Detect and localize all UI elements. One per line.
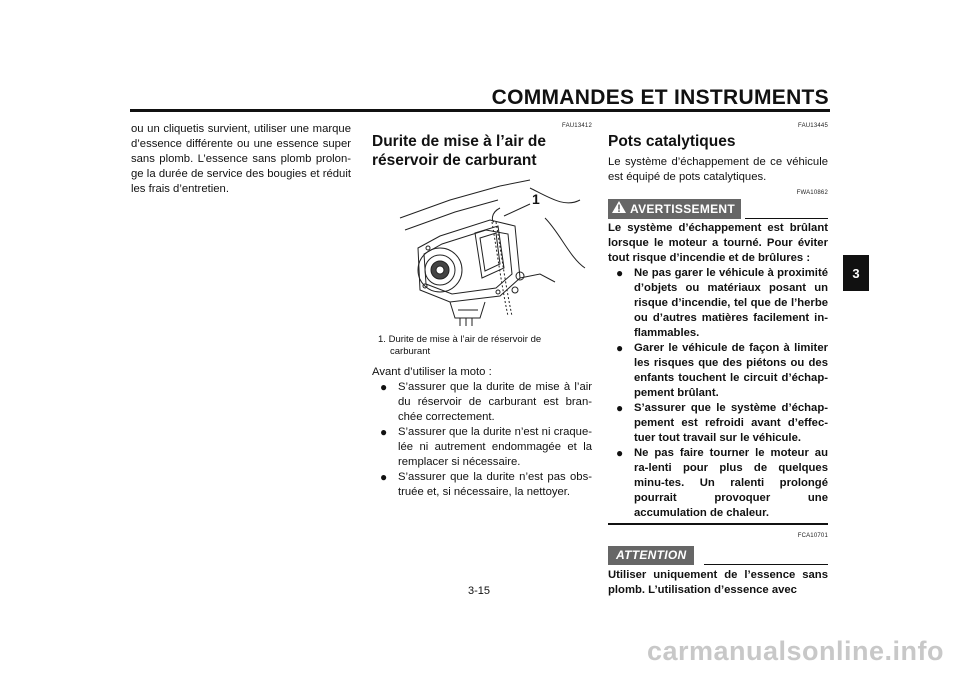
warning-rule [745,218,828,219]
warning-label: AVERTISSEMENT [630,201,736,216]
bullet-icon: ● [616,401,624,415]
warning-box [608,221,828,525]
engine-figure [380,178,590,328]
caution-rule [704,564,828,565]
list-item: ● S’assurer que la durite n’est ni craque-lée ni autrement endommagée et la remplacer si nécessaire. [380,425,592,468]
caution-code: FCA10701 [797,533,828,539]
section-heading: Pots catalytiques [608,133,736,150]
list-item: ● S’assurer que la durite de mise à l’air du réservoir de carburant est bran-chée correctement. [380,380,592,423]
page-header-title: COMMANDES ET INSTRUMENTS [491,86,829,109]
warning-badge [608,199,741,219]
bullet-icon: ● [380,380,388,394]
figure-callout-label: 1 [532,191,540,207]
caption-number: 1. [378,334,386,345]
bullet-icon: ● [616,446,624,460]
warning-triangle-icon [612,201,626,217]
column-3 [608,122,828,598]
section-code: FAU13445 [798,123,828,129]
bullet-list [372,380,592,500]
list-item: ● S’assurer que le système d’échap-pement est refroidi avant d’effec-tuer tout travail sur le véhicule. [616,401,828,444]
section-code: FAU13412 [562,123,592,129]
caution-text: Utiliser uniquement de l’essence sans plomb. L’utilisation d’essence avec [608,569,828,596]
section-heading: Durite de mise à l’air de réservoir de carburant [372,133,547,169]
caption-line-2: carburant [390,346,431,357]
caption-line-1: Durite de mise à l’air de réservoir de [388,334,542,345]
intro-text: Le système d’échappement de ce véhicule est équipé de pots catalytiques. [608,156,828,183]
page-number: 3-15 [468,585,491,597]
caution-header [608,546,828,565]
warning-text: Le système d’échappement est brûlant lorsque le moteur a tourné. Pour éviter tout risque d’incendie et de brûlures : [608,222,828,264]
column-1 [131,122,351,197]
paragraph-continuation: ou un cliquetis survient, utiliser une marque d’essence différente ou une essence super sans plomb. L’essence sans plomb prolon-ge la durée de service des bougies et réduit les frais d’entretien. [131,123,351,195]
warning-header [608,199,828,219]
list-item: ● S’assurer que la durite n’est pas obs-truée et, si nécessaire, la nettoyer. [380,470,592,498]
bullet-icon: ● [380,470,388,484]
column-2 [372,122,592,500]
list-item: ● Ne pas garer le véhicule à proximité d’objets ou matériaux posant un risque d’incendie, tel que de l’herbe ou d’autres matières facilement in-flammables. [616,266,828,339]
intro-text: Avant d’utiliser la moto : [372,366,492,378]
warning-bullet-list [608,266,828,521]
bullet-icon: ● [616,266,624,280]
header-rule [130,109,830,112]
bullet-icon: ● [616,341,624,355]
warning-code: FWA10862 [796,190,828,196]
watermark: carmanualsonline.info [646,636,944,666]
bullet-icon: ● [380,425,388,439]
list-item: ● Ne pas faire tourner le moteur au ra-lenti pour plus de quelques minu-tes. Un ralenti prolongé pourrait provoquer une accumulation de chaleur. [616,446,828,519]
chapter-tab: 3 [843,255,869,291]
list-item: ● Garer le véhicule de façon à limiter les risques que des piétons ou des enfants touchent le circuit d’échap-pement brûlant. [616,341,828,399]
caution-badge: ATTENTION [608,546,694,565]
figure-caption [372,334,592,358]
